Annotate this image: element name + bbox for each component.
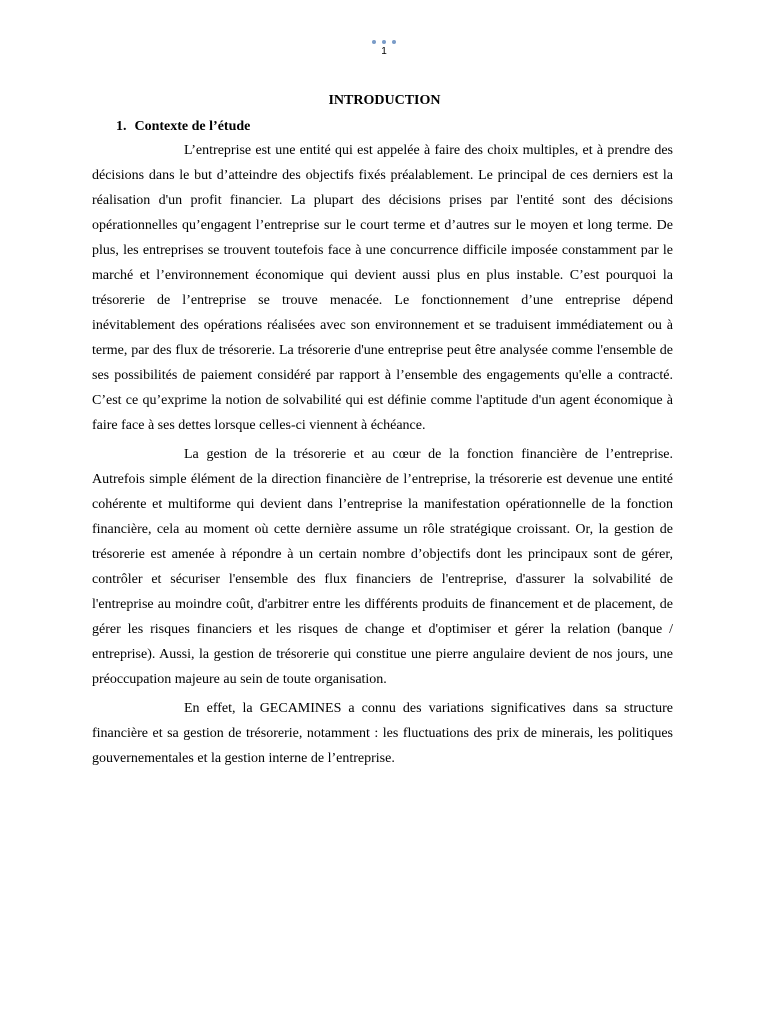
paragraph: La gestion de la trésorerie et au cœur de la fonction financière de l’entreprise. Autrefois simple élément de la direction financière de l’entreprise, la trésorerie est devenue une entité cohérente et multiforme qui devient dans l’entreprise la manifestation opérationnelle de la fonction financière, cela au moment où cette dernière assume un rôle stratégique croissant. Or, la gestion de trésorerie est amenée à répondre à un certain nombre d’objectifs dont les principaux sont de gérer, contrôler et sécuriser l'ensemble des flux financiers de l'entreprise, d'assurer la solvabilité de l'entreprise au moindre coût, d'arbitrer entre les différents produits de financement et de placement, de gérer les risques financiers et les risques de change et d'optimiser et gérer la relation (banque / entreprise). Aussi, la gestion de trésorerie qui constitue une pierre angulaire devient de nos jours, une préoccupation majeure au sein de toute organisation. [92,447,673,687]
dot [392,40,396,44]
dot [382,40,386,44]
header-dots-ornament [0,38,768,46]
section-title: Contexte de l’étude [134,119,251,134]
document-title: INTRODUCTION [328,93,441,108]
section-number: 1. [116,119,127,134]
section-heading [116,116,673,138]
page-header [0,38,768,57]
paragraph: En effet, la GECAMINES a connu des variations significatives dans sa structure financière et sa gestion de trésorerie, notamment : les fluctuations des prix de minerais, les politiques gouvernementales et la gestion interne de l’entreprise. [92,701,673,766]
page-number: 1 [381,46,387,57]
document-body [92,90,673,775]
dot [372,40,376,44]
paragraph: L’entreprise est une entité qui est appelée à faire des choix multiples, et à prendre des décisions dans le but d’atteindre des objectifs fixés préalablement. Le principal de ces derniers est la réalisation d'un profit financier. La plupart des décisions prises par l'entité sont des décisions opérationnelles qu’engagent l’entreprise sur le court terme et d’autres sur le moyen et long terme. De plus, les entreprises se trouvent toutefois face à une concurrence difficile imposée constamment par le marché et l’environnement économique qui devient aussi plus en plus instable. C’est pourquoi la trésorerie de l’entreprise se trouve menacée. Le fonctionnement d’une entreprise dépend inévitablement des opérations réalisées avec son environnement et se traduisent immédiatement ou à terme, par des flux de trésorerie. La trésorerie d'une entreprise peut être analysée comme l'ensemble de ses possibilités de paiement considéré par rapport à l’ensemble des engagements qu'elle a contracté. C’est ce qu’exprime la notion de solvabilité qui est définie comme l'aptitude d'un agent économique à faire face à ses dettes lorsque celles-ci viennent à échéance. [92,143,673,433]
